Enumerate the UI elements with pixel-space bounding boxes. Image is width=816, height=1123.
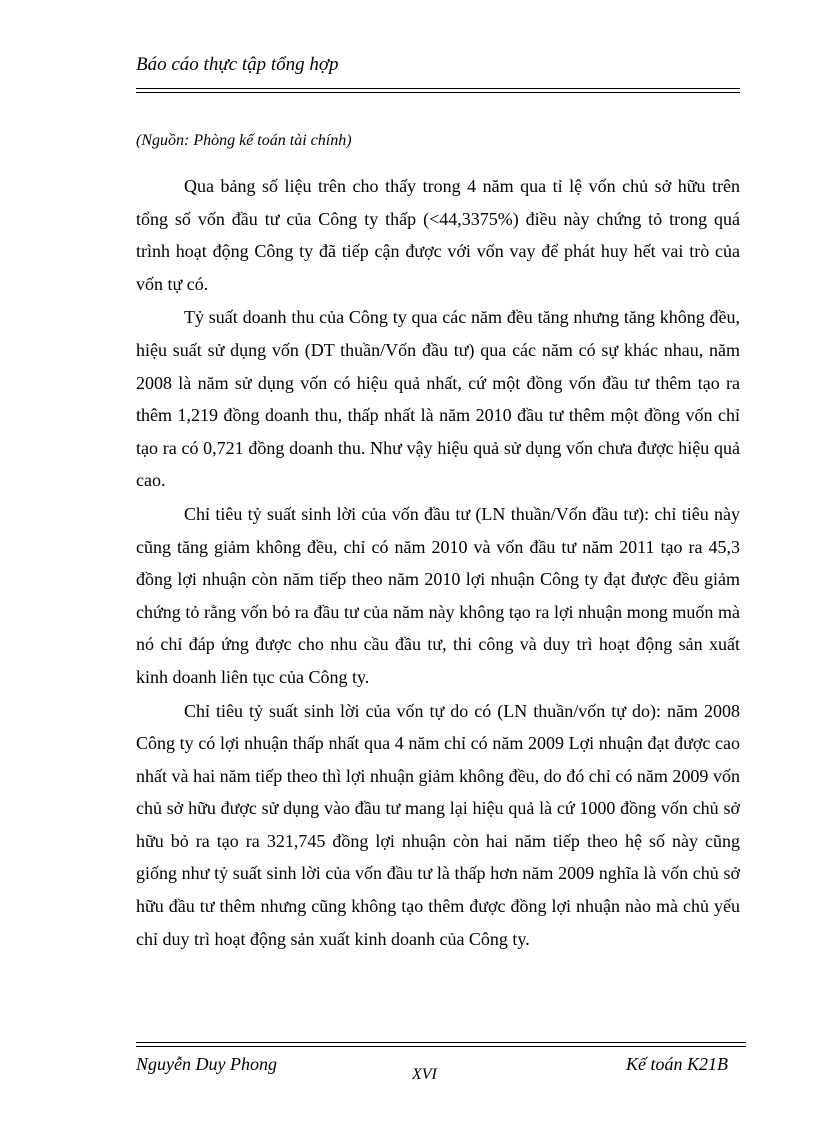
body-text <box>136 170 740 956</box>
footer-author: Nguyễn Duy Phong <box>136 1054 277 1074</box>
paragraph-equity-return: Chỉ tiêu tỷ suất sinh lời của vốn tự do có (LN thuần/vốn tự do): năm 2008 Công ty có lợi nhuận thấp nhất qua 4 năm chỉ có năm 2009 Lợi nhuận đạt được cao nhất và hai năm tiếp theo thì lợi nhuận giảm không đều, do đó chỉ có năm 2009 vốn chủ sở hữu được sử dụng vào đầu tư mang lại hiệu quả là cứ 1000 đồng vốn chủ sở hữu bỏ ra tạo ra 321,745 đồng lợi nhuận còn hai năm tiếp theo hệ số này cũng giống như tỷ suất sinh lời của vốn đầu tư là thấp hơn năm 2009 nghĩa là vốn chủ sở hữu đầu tư thêm nhưng cũng không tạo thêm được đồng lợi nhuận nào mà chủ yếu chỉ duy trì hoạt động sản xuất kinh doanh của Công ty. <box>136 700 740 949</box>
paragraph-investment-return: Chỉ tiêu tỷ suất sinh lời của vốn đầu tư (LN thuần/Vốn đầu tư): chỉ tiêu này cũng tăng giảm không đều, chỉ có năm 2010 và vốn đầu tư năm 2011 tạo ra 45,3 đồng lợi nhuận còn năm tiếp theo năm 2010 lợi nhuận Công ty đạt được đều giảm chứng tỏ rằng vốn bỏ ra đầu tư của năm này không tạo ra lợi nhuận mong muốn mà nó chỉ đáp ứng được cho nhu cầu đầu tư, thi công và duy trì hoạt động sản xuất kinh doanh liên tục của Công ty. <box>136 503 740 687</box>
footer-divider <box>136 1042 746 1047</box>
header-title: Báo cáo thực tập tổng hợp <box>136 54 339 75</box>
page-number: XVI <box>412 1066 437 1083</box>
header-divider <box>136 88 740 93</box>
source-note: (Nguồn: Phòng kế toán tài chính) <box>136 132 352 149</box>
footer-class: Kế toán K21B <box>626 1054 728 1074</box>
paragraph-revenue-ratio: Tỷ suất doanh thu của Công ty qua các năm đều tăng nhưng tăng không đều, hiệu suất sử dụng vốn (DT thuần/Vốn đầu tư) qua các năm có sự khác nhau, năm 2008 là năm sử dụng vốn có hiệu quả nhất, cứ một đồng vốn đầu tư thêm tạo ra thêm 1,219 đồng doanh thu, thấp nhất là năm 2010 đầu tư thêm một đồng vốn chỉ tạo ra có 0,721 đồng doanh thu. Như vậy hiệu quả sử dụng vốn chưa được hiệu quả cao. <box>136 307 740 491</box>
paragraph-capital-ratio: Qua bảng số liệu trên cho thấy trong 4 năm qua tỉ lệ vốn chủ sở hữu trên tổng số vốn đầu tư của Công ty thấp (<44,3375%) điều này chứng tỏ trong quá trình hoạt động Công ty đã tiếp cận được với vốn vay để phát huy hết vai trò của vốn tự có. <box>136 176 740 294</box>
